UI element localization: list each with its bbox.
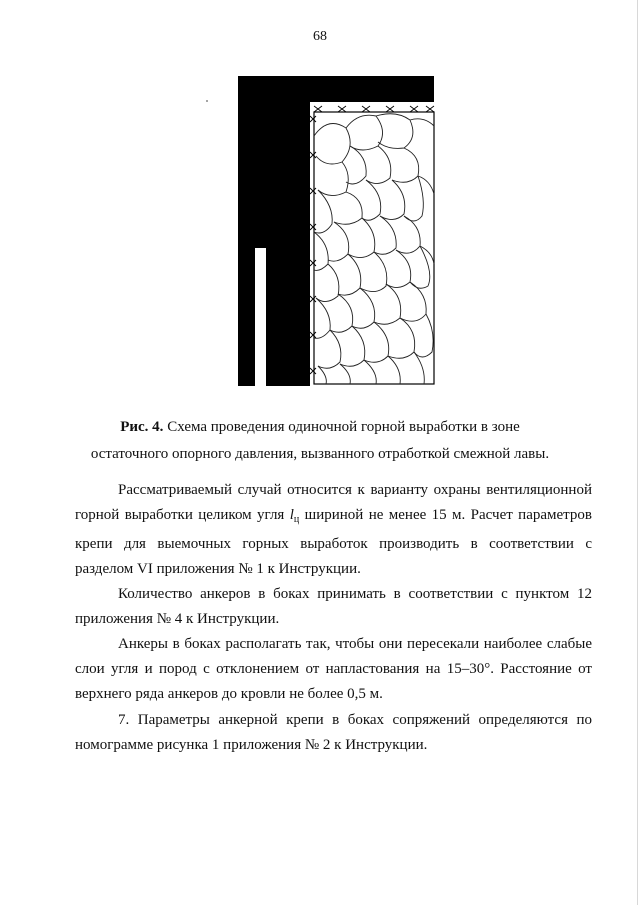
mine-working-strip xyxy=(255,248,266,386)
paragraph-1-after: шириной не менее 15 м. Расчет параметров крепи для выемочных горных выработок производить в соответствии с разделом VI приложения № 1 к Инструкции. xyxy=(75,507,592,577)
anchor-marks-top xyxy=(314,106,434,112)
paragraph-4 xyxy=(75,708,592,758)
paragraph-3-text: Анкеры в боках располагать так, чтобы они пересекали наиболее слабые слои угля и пород с отклонением от напластования на 15–30°. Расстояние от верхнего ряда анкеров до кровли не более 0,5 м. xyxy=(75,636,592,702)
paragraph-3 xyxy=(75,632,592,707)
page-edge-line xyxy=(637,0,638,905)
pillar-width-subscript: ц xyxy=(293,514,300,525)
figure-caption xyxy=(80,414,560,468)
paragraph-2 xyxy=(75,582,592,632)
pillar-width-symbol: l xyxy=(289,507,294,523)
goaf-rubble xyxy=(314,112,434,384)
figure-label: Рис. 4. xyxy=(120,419,164,435)
paragraph-1 xyxy=(75,478,592,582)
paragraph-4-text: 7. Параметры анкерной крепи в боках сопряжений определяются по номограмме рисунка 1 приложения № 2 к Инструкции. xyxy=(75,712,592,753)
figure-caption-text: Схема проведения одиночной горной выработки в зоне остаточного опорного давления, вызванного отработкой смежной лавы. xyxy=(90,419,550,462)
page-number: 68 xyxy=(313,29,327,44)
anchor-marks-left xyxy=(310,116,316,374)
paragraph-1-before: Рассматриваемый случай относится к варианту охраны вентиляционной горной выработки целиком угля xyxy=(75,482,592,523)
mine-working-diagram xyxy=(238,76,436,386)
paragraph-2-text: Количество анкеров в боках принимать в соответствии с пунктом 12 приложения № 4 к Инструкции. xyxy=(75,586,592,627)
scan-speck xyxy=(206,100,208,102)
coal-massif xyxy=(238,76,434,386)
